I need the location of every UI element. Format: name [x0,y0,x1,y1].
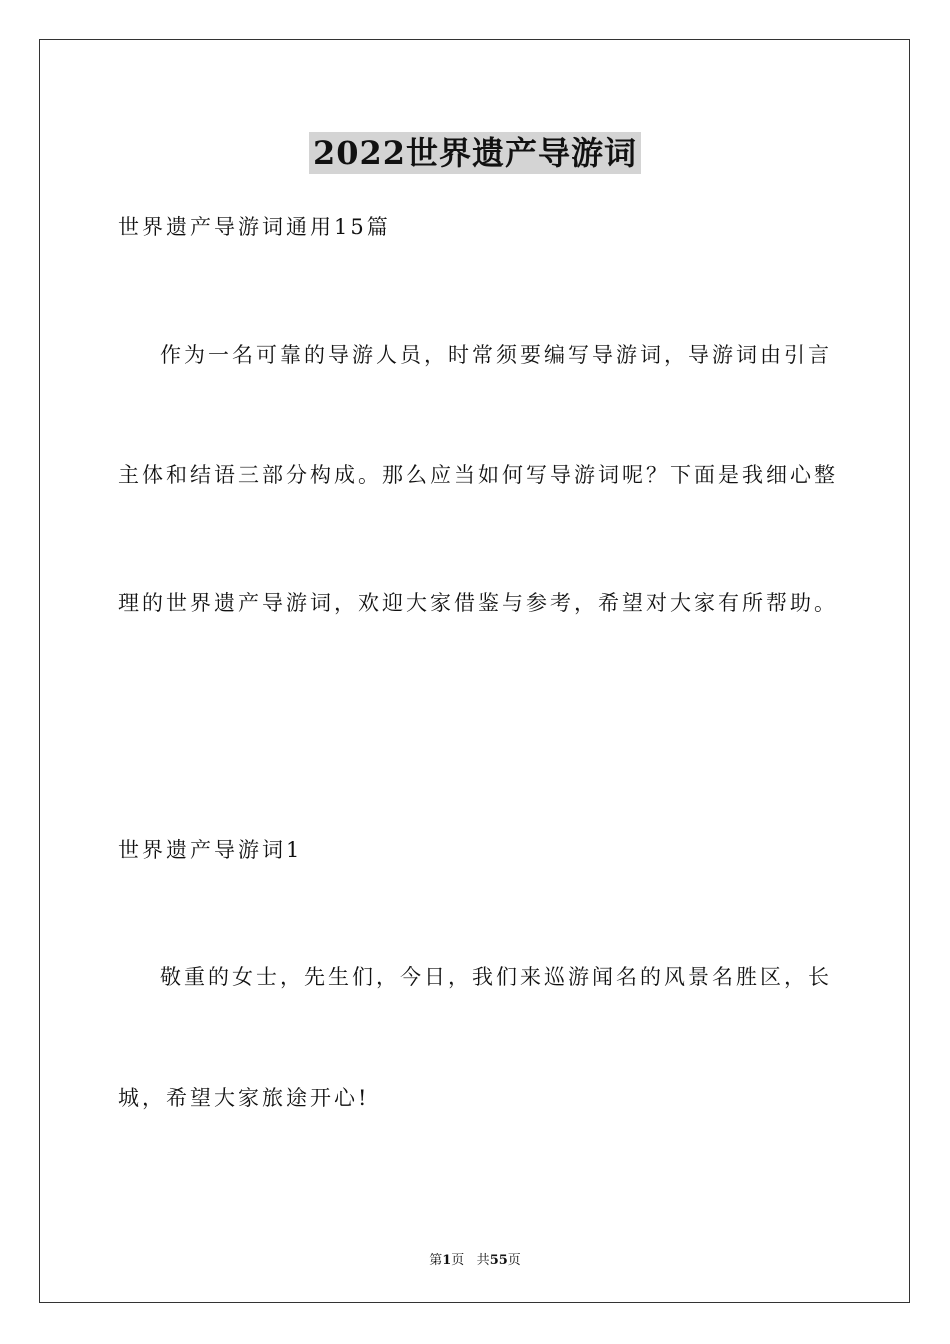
footer-total-suffix: 页 [507,1253,521,1268]
footer-page-current: 1 [442,1253,452,1268]
footer-total-pages: 55 [489,1253,508,1268]
page-footer [0,1249,950,1268]
intro-line-2: 主体和结语三部分构成。那么应当如何写导游词呢？下面是我细心整 [118,463,838,487]
section-heading: 世界遗产导游词1 [118,838,303,862]
document-subtitle: 世界遗产导游词通用15篇 [118,215,391,239]
document-title: 2022世界遗产导游词 [309,132,641,174]
section-line-1: 敬重的女士，先生们，今日，我们来巡游闻名的风景名胜区，长 [160,965,832,989]
intro-line-3: 理的世界遗产导游词，欢迎大家借鉴与参考，希望对大家有所帮助。 [118,591,838,615]
intro-line-1: 作为一名可靠的导游人员，时常须要编写导游词，导游词由引言 [160,343,832,367]
document-title-wrap [0,128,950,174]
footer-total-prefix: 共 [476,1253,490,1268]
footer-page-suffix: 页 [451,1253,465,1268]
footer-page-prefix: 第 [429,1253,443,1268]
section-line-2: 城，希望大家旅途开心! [118,1086,370,1110]
